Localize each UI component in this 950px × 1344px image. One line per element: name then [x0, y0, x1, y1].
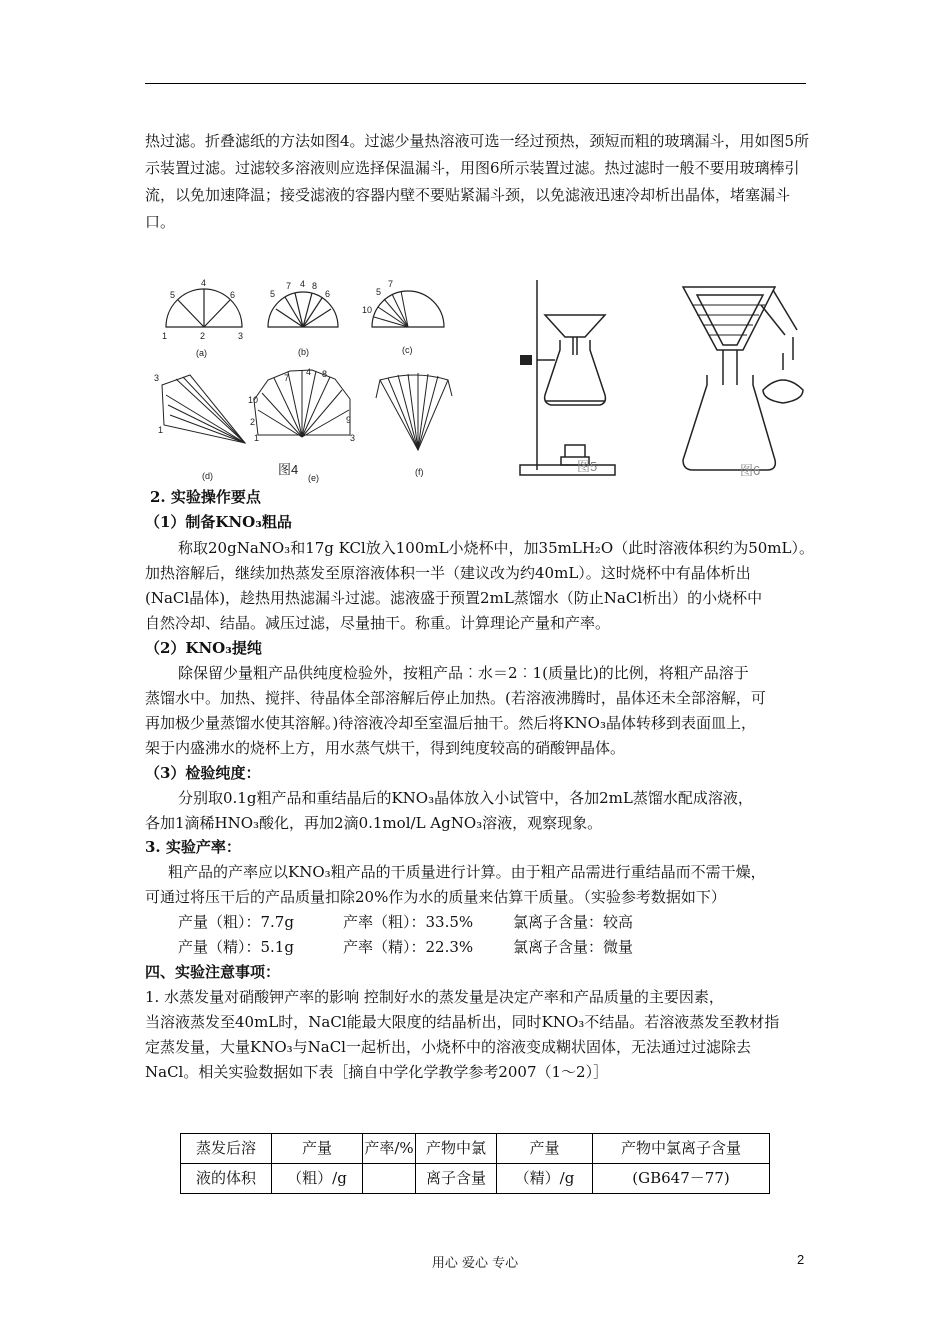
text-line: 架于内盛沸水的烧杯上方，用水蒸气烘干，得到纯度较高的硝酸钾晶体。 [145, 739, 626, 757]
table-cell: 蒸发后溶 [181, 1134, 272, 1164]
svg-text:6: 6 [230, 290, 236, 300]
fold-label-d: (d) [202, 471, 213, 481]
table-cell: 产物中氯离子含量 [593, 1134, 770, 1164]
evaporation-data-table [180, 1133, 770, 1194]
svg-text:7: 7 [388, 279, 394, 289]
section-2-2-heading: （2）KNO₃提纯 [145, 639, 262, 657]
header-rule [145, 83, 806, 84]
fold-label-b: (b) [298, 347, 309, 357]
svg-text:10: 10 [362, 305, 373, 315]
table-cell [363, 1164, 416, 1194]
page-number: 2 [797, 1252, 805, 1267]
section-3-heading: 3. 实验产率： [145, 838, 241, 856]
result-rate-crude: 产率（粗）：33.5% [343, 913, 474, 931]
section-2-1-heading: （1）制备KNO₃粗品 [145, 513, 292, 531]
svg-text:2: 2 [250, 417, 256, 427]
svg-text:4: 4 [306, 367, 312, 377]
result-chloride-crude: 氯离子含量：较高 [513, 913, 634, 931]
svg-text:8: 8 [322, 369, 328, 379]
page-footer: 用心 爱心 专心 [431, 1256, 519, 1271]
svg-text:9: 9 [346, 415, 352, 425]
svg-text:1: 1 [254, 433, 260, 443]
text-line: 蒸馏水中。加热、搅拌、待晶体全部溶解后停止加热。(若溶液沸腾时，晶体还未全部溶解，可 [145, 689, 766, 707]
table-cell: 离子含量 [416, 1164, 497, 1194]
text-line: 加热溶解后，继续加热蒸发至原溶液体积一半（建议改为约40mL）。这时烧杯中有晶体析出 [145, 564, 751, 582]
svg-text:5: 5 [170, 290, 176, 300]
text-line: 称取20gNaNO₃和17g KCl放入100mL小烧杯中，加35mLH₂O（此时溶液体积约为50mL）。 [178, 539, 814, 557]
table-cell: （粗）/g [272, 1164, 363, 1194]
result-yield-crude: 产量（粗）：7.7g [178, 913, 294, 931]
section-2-heading: 2. 实验操作要点 [150, 488, 261, 506]
svg-text:7: 7 [284, 373, 290, 383]
table-cell: 产量 [497, 1134, 593, 1164]
figure-6-caption: 图6 [740, 463, 761, 478]
svg-text:3: 3 [154, 373, 160, 383]
fold-label-f: (f) [415, 467, 424, 477]
table-row [181, 1134, 770, 1164]
text-line: 粗产品的产率应以KNO₃粗产品的干质量进行计算。由于粗产品需进行重结晶而不需干燥， [168, 863, 766, 881]
figure-5-filtration-setup [515, 275, 625, 485]
table-cell: （精）/g [497, 1164, 593, 1194]
section-2-3-heading: （3）检验纯度： [145, 764, 261, 782]
text-line: 除保留少量粗产品供纯度检验外，按粗产品︰水＝2︰1(质量比)的比例，将粗产品溶于 [178, 664, 749, 682]
fold-label-c: (c) [402, 345, 413, 355]
text-line: 可通过将压干后的产品质量扣除20%作为水的质量来估算干质量。（实验参考数据如下） [145, 888, 726, 906]
svg-text:2: 2 [200, 331, 206, 341]
figure-6-insulated-funnel [675, 275, 815, 485]
svg-text:1: 1 [162, 331, 168, 341]
figure-4-caption: 图4 [278, 462, 299, 477]
table-cell: 液的体积 [181, 1164, 272, 1194]
text-line: 1. 水蒸发量对硝酸钾产率的影响 控制好水的蒸发量是决定产率和产品质量的主要因素， [145, 988, 724, 1006]
text-line: NaCl。相关实验数据如下表［摘自中学化学教学参考2007（1～2）］ [145, 1063, 609, 1081]
text-line: 自然冷却、结晶。减压过滤，尽量抽干。称重。计算理论产量和产率。 [145, 614, 611, 632]
text-line: 分别取0.1g粗产品和重结晶后的KNO₃晶体放入小试管中，各加2mL蒸馏水配成溶液， [178, 789, 753, 807]
fold-label-a: (a) [196, 348, 207, 358]
figure-5-caption: 图5 [577, 459, 598, 474]
svg-text:10: 10 [248, 395, 259, 405]
table-cell: 产物中氯 [416, 1134, 497, 1164]
text-line: 再加极少量蒸馏水使其溶解。)待溶液冷却至室温后抽干。然后将KNO₃晶体转移到表面皿上， [145, 714, 756, 732]
result-yield-pure: 产量（精）：5.1g [178, 938, 294, 956]
svg-text:8: 8 [312, 281, 318, 291]
figure-4f-fluted-paper [370, 370, 460, 485]
svg-text:4: 4 [201, 278, 207, 288]
fold-label-e: (e) [308, 473, 319, 483]
text-line: 定蒸发量，大量KNO₃与NaCl一起析出，小烧杯中的溶液变成糊状固体，无法通过过滤除去 [145, 1038, 751, 1056]
svg-text:3: 3 [238, 331, 244, 341]
svg-text:3: 3 [350, 433, 356, 443]
svg-text:5: 5 [270, 289, 276, 299]
table-row [181, 1164, 770, 1194]
text-line: (NaCl晶体)，趁热用热滤漏斗过滤。滤液盛于预置2mL蒸馏水（防止NaCl析出）的小烧杯中 [145, 589, 763, 607]
svg-text:7: 7 [286, 281, 292, 291]
text-line: 当溶液蒸发至40mL时，NaCl能最大限度的结晶析出，同时KNO₃不结晶。若溶液蒸发至教材指 [145, 1013, 780, 1031]
intro-paragraph: 热过滤。折叠滤纸的方法如图4。过滤少量热溶液可选一经过预热，颈短而粗的玻璃漏斗，用如图5所示装置过滤。过滤较多溶液则应选择保温漏斗，用图6所示装置过滤。热过滤时一般不要用玻璃棒引流，以免加速降温；接受滤液的容器内壁不要贴紧漏斗颈，以免滤液迅速冷却析出晶体，堵塞漏斗口。 [145, 132, 810, 231]
table-cell: 产率/% [363, 1134, 416, 1164]
svg-text:1: 1 [158, 425, 164, 435]
svg-text:5: 5 [376, 287, 382, 297]
table-cell: 产量 [272, 1134, 363, 1164]
text-line: 各加1滴稀HNO₃酸化，再加2滴0.1mol/L AgNO₃溶液，观察现象。 [145, 814, 603, 832]
result-chloride-pure: 氯离子含量：微量 [513, 938, 634, 956]
table-cell: (GB647－77) [593, 1164, 770, 1194]
svg-text:4: 4 [300, 279, 306, 289]
result-rate-pure: 产率（精）：22.3% [343, 938, 474, 956]
section-4-heading: 四、实验注意事项： [145, 963, 281, 981]
svg-text:6: 6 [325, 289, 331, 299]
